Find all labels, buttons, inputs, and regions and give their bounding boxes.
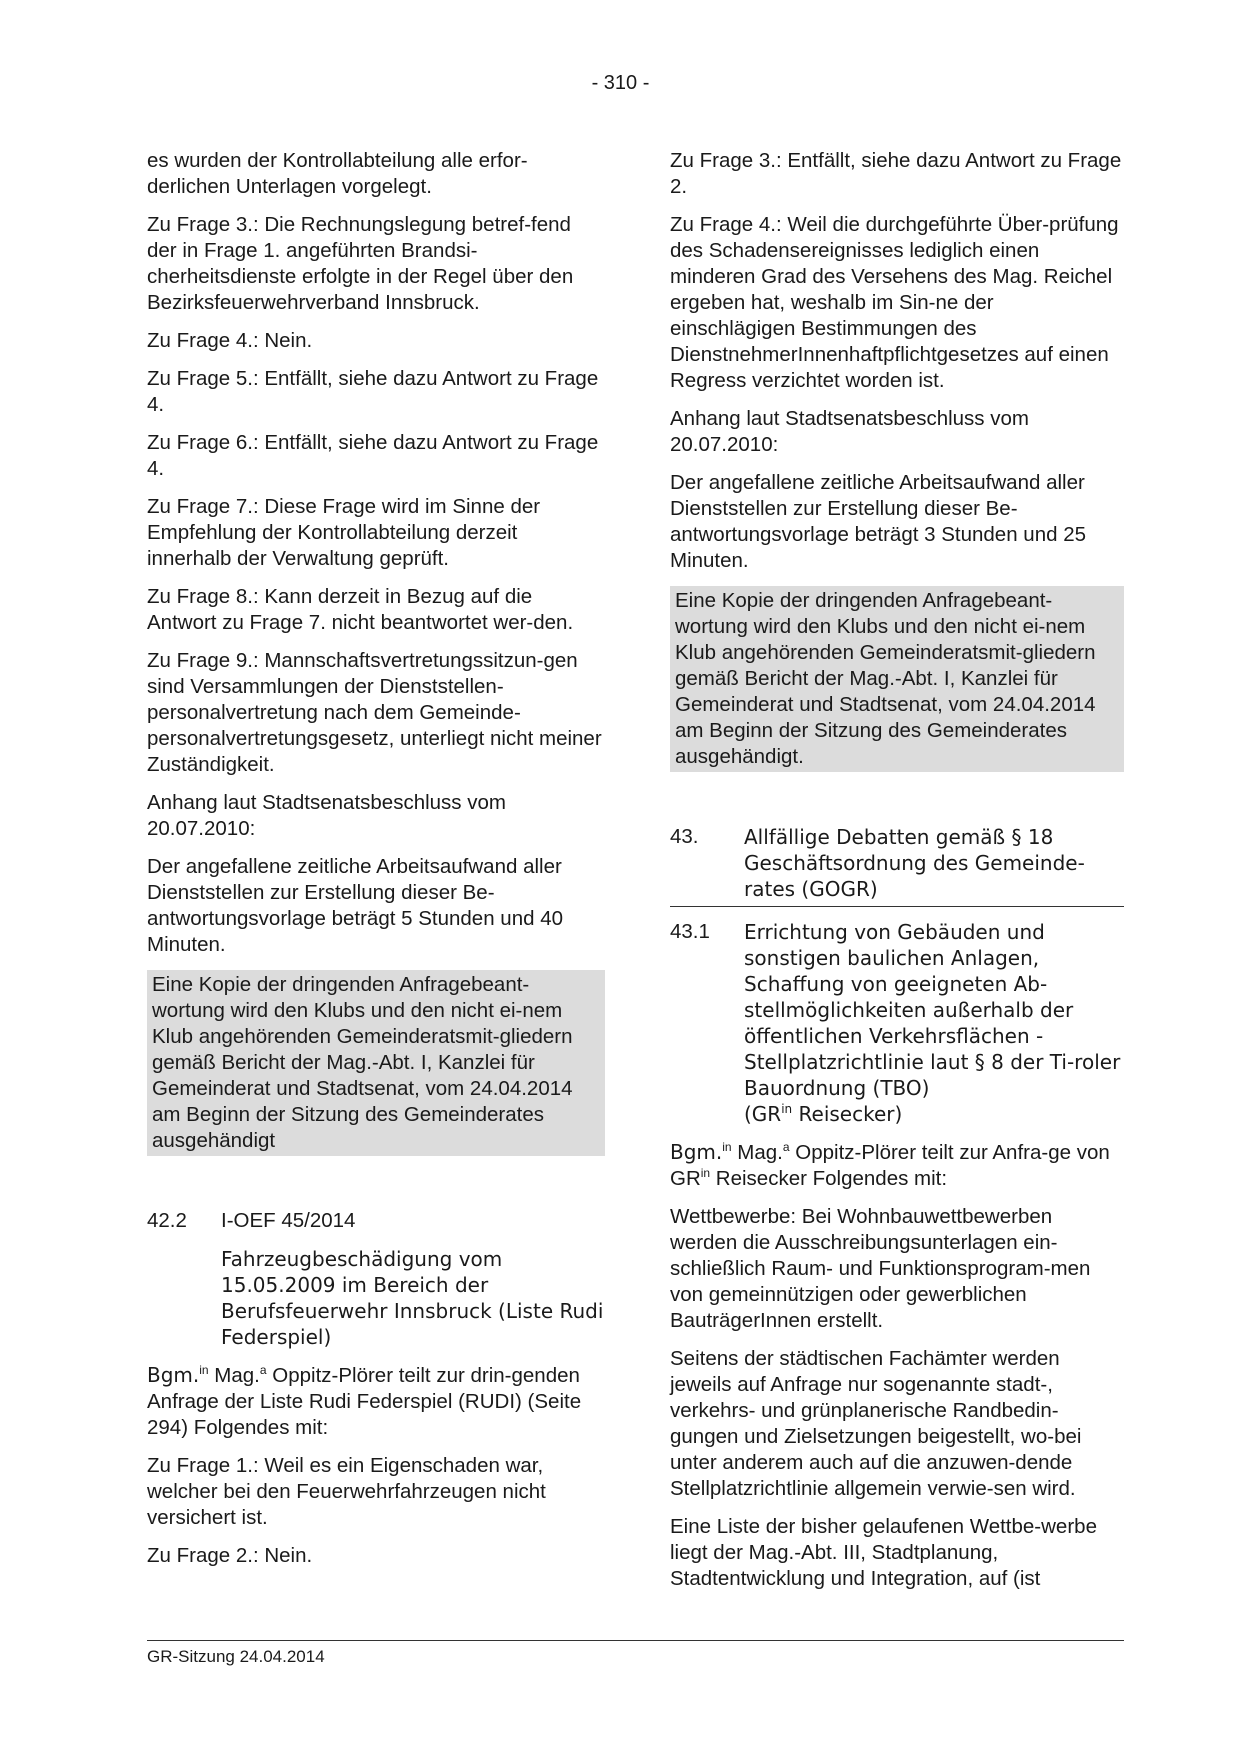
section-author	[670, 1101, 1124, 1127]
section-heading-43-1	[670, 919, 1124, 1101]
text-fragment: Oppitz-Plörer teilt zur drin-genden Anfrage der Liste Rudi Federspiel (RUDI) (Seite 294) Folgendes mit:	[147, 1364, 582, 1439]
mayor-statement	[670, 1139, 1124, 1192]
section-number: 42.2	[147, 1209, 187, 1232]
section-number: 43.	[670, 825, 699, 848]
paragraph: Der angefallene zeitliche Arbeitsaufwand aller Dienststellen zur Erstellung dieser Be-antwortungsvorlage beträgt 3 Stunden und 25 Minuten.	[670, 471, 1086, 572]
paragraph: Zu Frage 4.: Weil die durchgeführte Über-prüfung des Schadensereignisses lediglich einen minderen Grad des Versehens des Mag. Reichel ergeben hat, weshalb im Sin-ne der einschlägigen Bestimmungen des DienstnehmerInnenhaftpflichtgesetzes auf einen Regress verzichtet worden ist.	[670, 213, 1119, 392]
text-fragment: Mag.	[731, 1141, 783, 1164]
superscript: in	[700, 1166, 711, 1180]
paragraph: Eine Liste der bisher gelaufenen Wettbe-werbe liegt der Mag.-Abt. III, Stadtplanung, Stadtentwicklung und Integration, auf (ist	[670, 1515, 1097, 1590]
paragraph: Zu Frage 5.: Entfällt, siehe dazu Antwort zu Frage 4.	[147, 367, 599, 416]
section-heading-43	[670, 824, 1124, 907]
bgm-label: Bgm.	[147, 1363, 200, 1387]
paragraph: Zu Frage 3.: Entfällt, siehe dazu Antwort zu Frage 2.	[670, 149, 1122, 198]
text-fragment: Oppitz-Plörer teilt zur Anfra-ge von GR	[670, 1141, 1110, 1190]
section-code: I-OEF 45/2014	[221, 1209, 356, 1232]
paragraph: Anhang laut Stadtsenatsbeschluss vom 20.07.2010:	[147, 791, 506, 840]
text-fragment: (GR	[744, 1102, 782, 1126]
paragraph: Der angefallene zeitliche Arbeitsaufwand aller Dienststellen zur Erstellung dieser Be-antwortungsvorlage beträgt 5 Stunden und 40 Minuten.	[147, 855, 563, 956]
bgm-label: Bgm.	[670, 1140, 723, 1164]
shaded-note: Eine Kopie der dringenden Anfragebeant-wortung wird den Klubs und den nicht ei-nem Klub angehörenden Gemeinderatsmit-gliedern gemäß Bericht der Mag.-Abt. I, Kanzlei für Gemeinderat und Stadtsenat, vom 24.04.2014 am Beginn der Sitzung des Gemeinderates ausgehändigt.	[670, 586, 1124, 772]
paragraph: Zu Frage 9.: Mannschaftsvertretungssitzun-gen sind Versammlungen der Dienststellen-personalvertretung nach dem Gemeinde-personalvertretungsgesetz, unterliegt nicht meiner Zuständigkeit.	[147, 649, 602, 776]
paragraph: Zu Frage 1.: Weil es ein Eigenschaden war, welcher bei den Feuerwehrfahrzeugen nicht versichert ist.	[147, 1454, 546, 1529]
right-column	[670, 148, 1124, 1604]
paragraph: Zu Frage 2.: Nein.	[147, 1544, 313, 1567]
footer-divider	[147, 1640, 1124, 1641]
section-title: Allfällige Debatten gemäß § 18 Geschäftsordnung des Gemeinde-rates (GOGR)	[744, 825, 1085, 901]
paragraph: Zu Frage 3.: Die Rechnungslegung betref-fend der in Frage 1. angeführten Brandsi-cherheitsdienste erfolgte in der Regel über den Bezirksfeuerwehrverband Innsbruck.	[147, 213, 574, 314]
section-title: Fahrzeugbeschädigung vom 15.05.2009 im Bereich der Berufsfeuerwehr Innsbruck (Liste Rudi Federspiel)	[221, 1247, 604, 1349]
paragraph: Seitens der städtischen Fachämter werden jeweils auf Anfrage nur sogenannte stadt-, verkehrs- und grünplanerische Randbedin-gungen und Zielsetzungen beigestellt, wo-bei unter anderem auch auf die anzuwen-dende Stellplatzrichtlinie allgemein verwie-sen wird.	[670, 1347, 1082, 1500]
text-fragment: Reisecker)	[792, 1102, 903, 1126]
mayor-statement	[147, 1362, 605, 1441]
text-fragment: Reisecker Folgendes mit:	[710, 1167, 948, 1190]
shaded-note: Eine Kopie der dringenden Anfragebeant-wortung wird den Klubs und den nicht ei-nem Klub angehörenden Gemeinderatsmit-gliedern gemäß Bericht der Mag.-Abt. I, Kanzlei für Gemeinderat und Stadtsenat, vom 24.04.2014 am Beginn der Sitzung des Gemeinderates ausgehändigt	[147, 970, 605, 1156]
superscript: a	[782, 1140, 790, 1154]
superscript: in	[722, 1140, 732, 1154]
section-title: Errichtung von Gebäuden und sonstigen baulichen Anlagen, Schaffung von geeigneten Ab-stellmöglichkeiten außerhalb der öffentlichen Verkehrsflächen - Stellplatzrichtlinie laut § 8 der Ti-roler Bauordnung (TBO)	[744, 920, 1121, 1100]
paragraph: Wettbewerbe: Bei Wohnbauwettbewerben werden die Ausschreibungsunterlagen ein-schließlich Raum- und Funktionsprogram-men von gemeinnützigen oder gewerblichen BauträgerInnen erstellt.	[670, 1205, 1091, 1332]
paragraph: Zu Frage 7.: Diese Frage wird im Sinne der Empfehlung der Kontrollabteilung derzeit innerhalb der Verwaltung geprüft.	[147, 495, 541, 570]
footer-text: GR-Sitzung 24.04.2014	[147, 1647, 325, 1666]
page-number: - 310 -	[591, 72, 650, 94]
paragraph: Zu Frage 8.: Kann derzeit in Bezug auf die Antwort zu Frage 7. nicht beantwortet wer-den.	[147, 585, 574, 634]
left-column	[147, 148, 605, 1581]
paragraph: es wurden der Kontrollabteilung alle erfor-derlichen Unterlagen vorgelegt.	[147, 149, 528, 198]
superscript: in	[781, 1102, 793, 1116]
section-heading-42-2	[147, 1208, 605, 1234]
paragraph: Zu Frage 6.: Entfällt, siehe dazu Antwort zu Frage 4.	[147, 431, 599, 480]
text-fragment: Mag.	[208, 1364, 260, 1387]
paragraph: Zu Frage 4.: Nein.	[147, 329, 313, 352]
paragraph: Anhang laut Stadtsenatsbeschluss vom 20.07.2010:	[670, 407, 1029, 456]
section-number: 43.1	[670, 920, 710, 943]
superscript: a	[259, 1363, 267, 1377]
superscript: in	[199, 1363, 209, 1377]
